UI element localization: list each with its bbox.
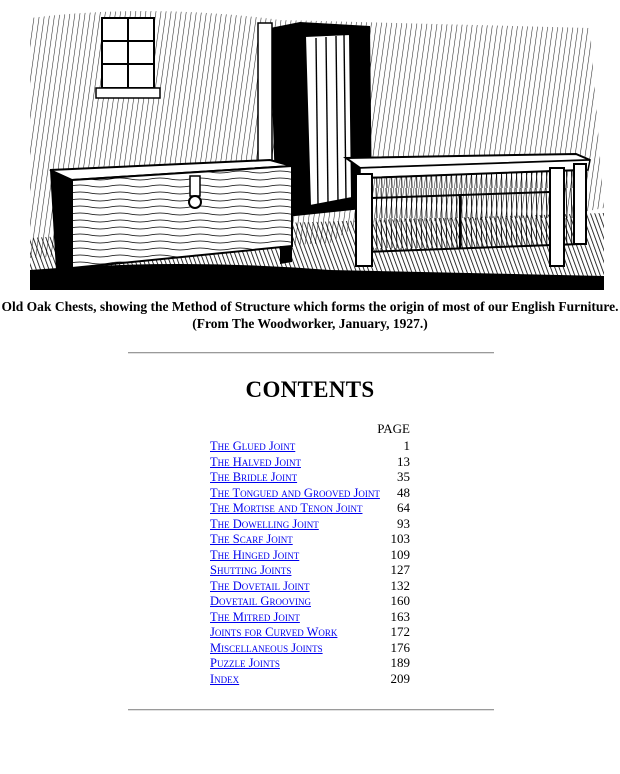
- toc-entry: [210, 609, 410, 625]
- toc-page-number: 172: [390, 624, 410, 639]
- toc-page-number: 103: [390, 531, 410, 546]
- toc-entry: [210, 516, 410, 532]
- toc-entry: [210, 562, 410, 578]
- toc-entry: [210, 578, 410, 594]
- toc-page-number: 127: [390, 562, 410, 577]
- toc-link-halved-joint[interactable]: The Halved Joint: [210, 454, 301, 469]
- toc-page-number: 209: [390, 670, 410, 686]
- toc-entry: [210, 655, 410, 671]
- toc-link-hinged-joint[interactable]: The Hinged Joint: [210, 547, 300, 562]
- toc-link-mitred-joint[interactable]: The Mitred Joint: [210, 609, 300, 624]
- toc-entry: [210, 624, 410, 640]
- toc-entry: [210, 500, 410, 516]
- toc-page-number: 163: [390, 608, 410, 624]
- toc-entry: [210, 671, 410, 687]
- toc-page-number: 160: [390, 593, 410, 608]
- toc-page-number: 35: [397, 469, 410, 484]
- toc-entry: [210, 547, 410, 563]
- contents-heading: CONTENTS: [245, 377, 375, 402]
- toc-link-scarf-joint[interactable]: The Scarf Joint: [210, 532, 293, 546]
- toc-page-number: 109: [390, 546, 410, 562]
- toc-link-dovetail-grooving[interactable]: Dovetail Grooving: [210, 594, 311, 608]
- toc-link-shutting-joints[interactable]: Shutting Joints: [210, 563, 292, 577]
- toc-link-mortise-tenon-joint[interactable]: The Mortise and Tenon Joint: [210, 501, 363, 515]
- toc-entry: [210, 531, 410, 547]
- toc-entry: [210, 469, 410, 485]
- toc-link-puzzle-joints[interactable]: Puzzle Joints: [210, 656, 280, 670]
- bottom-divider: [128, 709, 494, 711]
- toc-page-number: 176: [390, 639, 410, 655]
- page-column-label: PAGE: [377, 421, 410, 436]
- caption-line-2: (From The Woodworker, January, 1927.): [192, 316, 428, 331]
- toc-link-miscellaneous-joints[interactable]: Miscellaneous Joints: [210, 640, 323, 655]
- toc-entry: [210, 438, 410, 454]
- toc-link-dowelling-joint[interactable]: The Dowelling Joint: [210, 516, 319, 531]
- toc-link-index[interactable]: Index: [210, 671, 240, 686]
- toc-link-bridle-joint[interactable]: The Bridle Joint: [210, 470, 298, 484]
- toc-page-number: 93: [397, 515, 410, 531]
- toc-page-number: 1: [403, 438, 410, 453]
- toc-link-dovetail-joint[interactable]: The Dovetail Joint: [210, 578, 310, 593]
- oak-chests-illustration: [30, 8, 604, 290]
- toc-link-tongued-grooved-joint[interactable]: The Tongued and Grooved Joint: [210, 485, 380, 500]
- top-divider: [128, 352, 494, 354]
- toc-link-glued-joint[interactable]: The Glued Joint: [210, 439, 296, 453]
- toc-page-number: 48: [397, 484, 410, 500]
- toc-entry: [210, 640, 410, 656]
- toc-entry: [210, 454, 410, 470]
- illustration-caption: [0, 298, 620, 332]
- toc-page-number: 13: [397, 453, 410, 469]
- toc-entry: [210, 593, 410, 609]
- table-of-contents: [210, 420, 410, 686]
- toc-page-number: 64: [397, 500, 410, 515]
- toc-link-curved-work[interactable]: Joints for Curved Work: [210, 625, 338, 639]
- caption-line-1: Old Oak Chests, showing the Method of Structure which forms the origin of most of our English Furniture.: [1, 299, 619, 314]
- toc-page-number: 189: [390, 655, 410, 670]
- toc-entry: [210, 485, 410, 501]
- toc-page-number: 132: [390, 577, 410, 593]
